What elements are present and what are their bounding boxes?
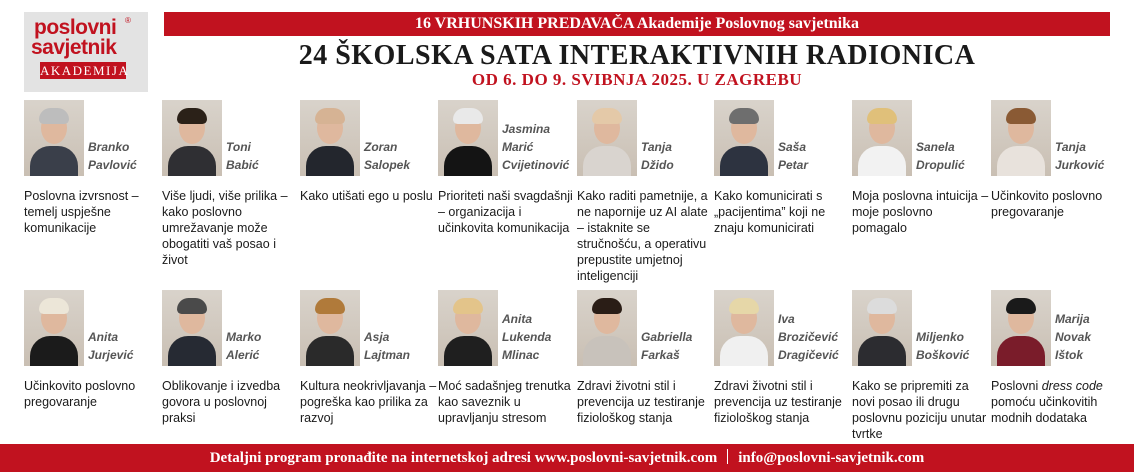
speaker-photo	[852, 100, 912, 176]
speaker-card	[438, 290, 576, 470]
speaker-name-part: Brozičević	[778, 330, 839, 344]
speaker-photo-body	[30, 336, 78, 366]
speaker-photo	[24, 100, 84, 176]
footer-divider	[727, 449, 728, 464]
speaker-card	[991, 100, 1129, 280]
speaker-photo-body	[583, 336, 631, 366]
speaker-name-part: Jasmina	[502, 122, 551, 136]
speaker-photo-hair	[867, 108, 897, 124]
speaker-name-part: Cvijetinović	[502, 158, 570, 172]
speaker-photo	[162, 100, 222, 176]
speaker-photo-hair	[39, 298, 69, 314]
speaker-photo-body	[858, 336, 906, 366]
speaker-card	[852, 100, 990, 280]
speaker-name-part: Asja	[364, 330, 390, 344]
speaker-name-part: Mlinac	[502, 348, 540, 362]
speaker-name-part: Bošković	[916, 348, 970, 362]
speaker-card	[714, 290, 852, 470]
speaker-topic: Poslovna izvrsnost – temelj uspješne komunikacije	[24, 189, 139, 235]
speaker-card	[577, 290, 715, 470]
logo-akademija: AKADEMIJA	[40, 63, 130, 78]
speaker-topic: Moja poslovna intuicija – moje poslovno pomagalo	[852, 189, 989, 235]
speaker-name-part: Alerić	[226, 348, 260, 362]
speaker-name	[641, 328, 692, 364]
speaker-topic: Zdravi životni stil i prevencija uz testiranje fiziološkog stanja	[714, 379, 842, 425]
logo-text-line1: poslovni	[34, 16, 117, 39]
speaker-photo-body	[306, 336, 354, 366]
speaker-topic: Kako raditi pametnije, a ne napornije uz AI alate – istaknite se stručnošću, a operativu prepustite umjetnoj inteligenciji	[577, 189, 708, 283]
speaker-topic-part: dress code	[1041, 379, 1103, 393]
speaker-name-part: Lajtman	[364, 348, 411, 362]
speaker-name-part: Jurjević	[88, 348, 134, 362]
speaker-name-part: Iva	[778, 312, 795, 326]
speaker-topic: Oblikovanje i izvedba govora u poslovnoj praksi	[162, 379, 281, 425]
speaker-name-part: Dropulić	[916, 158, 965, 172]
speaker-card	[162, 290, 300, 470]
speaker-name	[641, 138, 674, 174]
speaker-name-part: Dragičević	[778, 348, 839, 362]
speaker-name-part: Tanja	[1055, 140, 1086, 154]
speaker-name	[88, 328, 133, 364]
speaker-name-part: Ištok	[1055, 348, 1084, 362]
speaker-photo	[714, 100, 774, 176]
speaker-photo-hair	[315, 298, 345, 314]
footer-program-link[interactable]: Detaljni program pronađite na internetskoj adresi www.poslovni-savjetnik.com	[209, 450, 718, 466]
speaker-photo-body	[997, 146, 1045, 176]
speaker-name	[916, 328, 969, 364]
speaker-name-part: Marko	[226, 330, 262, 344]
speaker-name	[1055, 310, 1091, 364]
speaker-name-part: Jurković	[1055, 158, 1105, 172]
speaker-name-part: Saša	[778, 140, 807, 154]
speaker-name-part: Toni	[226, 140, 251, 154]
speaker-photo-body	[858, 146, 906, 176]
speaker-photo-body	[306, 146, 354, 176]
speaker-topic: Učinkovito poslovno pregovaranje	[991, 189, 1103, 219]
speaker-card	[24, 290, 162, 470]
speaker-topic-part: Poslovni	[991, 379, 1042, 393]
speaker-photo	[852, 290, 912, 366]
speaker-topic: Učinkovito poslovno pregovaranje	[24, 379, 136, 409]
speaker-photo-hair	[729, 298, 759, 314]
speaker-card	[162, 100, 300, 280]
speaker-name-part: Gabriella	[641, 330, 693, 344]
speaker-name-part: Anita	[502, 312, 532, 326]
speaker-name	[364, 328, 410, 364]
speaker-card	[714, 100, 852, 280]
speaker-photo-hair	[729, 108, 759, 124]
logo	[24, 12, 148, 92]
speaker-name-part: Novak	[1055, 330, 1092, 344]
speaker-name-part: Sanela	[916, 140, 955, 154]
speaker-photo-hair	[1006, 298, 1036, 314]
speaker-card	[991, 290, 1129, 470]
speaker-photo-hair	[39, 108, 69, 124]
speaker-card	[24, 100, 162, 280]
speaker-topic: Kako komunicirati s „pacijentima” koji ne znaju komunicirati	[714, 189, 826, 235]
speaker-name-part: Salopek	[364, 158, 411, 172]
speaker-topic: Zdravi životni stil i prevencija uz testiranje fiziološkog stanja	[577, 379, 705, 425]
speaker-name	[778, 138, 808, 174]
speaker-name-part: Babić	[226, 158, 259, 172]
speaker-topic: Kultura neokrivljavanja – pogreška kao prilika za razvoj	[300, 379, 437, 425]
speaker-photo	[300, 290, 360, 366]
speaker-photo-body	[444, 336, 492, 366]
speaker-photo	[438, 290, 498, 366]
speaker-card	[300, 290, 438, 470]
speaker-photo	[991, 100, 1051, 176]
speaker-photo-hair	[315, 108, 345, 124]
speaker-photo-hair	[177, 298, 207, 314]
speaker-topic-part: pomoću učinkovitih modnih dodataka	[991, 395, 1098, 425]
speaker-photo-body	[168, 336, 216, 366]
speaker-name-part: Anita	[88, 330, 118, 344]
footer-email-link[interactable]: info@poslovni-savjetnik.com	[738, 450, 925, 466]
speaker-name-part: Farkaš	[641, 348, 680, 362]
logo-text-line2: savjetnik	[31, 36, 117, 59]
speaker-name	[1055, 138, 1104, 174]
speaker-photo-body	[720, 336, 768, 366]
speaker-name	[916, 138, 965, 174]
speaker-name	[226, 138, 259, 174]
speaker-card	[438, 100, 576, 280]
speaker-photo-body	[168, 146, 216, 176]
speaker-photo-hair	[1006, 108, 1036, 124]
speaker-topic	[991, 378, 1129, 426]
speaker-card	[852, 290, 990, 470]
speaker-name-part: Branko	[88, 140, 130, 154]
speaker-name-part: Petar	[778, 158, 809, 172]
speaker-photo	[714, 290, 774, 366]
speaker-name	[778, 310, 839, 364]
speaker-topic: Kako utišati ego u poslu	[300, 189, 433, 203]
speaker-name-part: Tanja	[641, 140, 672, 154]
speaker-topic: Prioriteti naši svagdašnji – organizacija i učinkovita komunikacija	[438, 189, 573, 235]
main-title: 24 ŠKOLSKA SATA INTERAKTIVNIH RADIONICA	[298, 40, 976, 71]
speaker-topic: Više ljudi, više prilika – kako poslovno umrežavanje može obogatiti vaš posao i život	[162, 189, 288, 267]
speaker-photo-hair	[592, 298, 622, 314]
speaker-photo-body	[30, 146, 78, 176]
speaker-card	[577, 100, 715, 283]
speaker-name	[364, 138, 410, 174]
speaker-name	[502, 120, 569, 174]
speaker-photo-hair	[453, 298, 483, 314]
speaker-photo-body	[583, 146, 631, 176]
speaker-photo-hair	[177, 108, 207, 124]
speaker-photo	[162, 290, 222, 366]
speaker-photo-hair	[592, 108, 622, 124]
speaker-photo-body	[997, 336, 1045, 366]
registered-mark: ®	[125, 16, 131, 25]
speaker-name-part: Marić	[502, 140, 534, 154]
speaker-name-part: Marija	[1055, 312, 1090, 326]
speaker-photo	[991, 290, 1051, 366]
speaker-photo-hair	[453, 108, 483, 124]
speaker-topic: Moć sadašnjeg trenutka kao saveznik u upravljanju stresom	[438, 379, 571, 425]
speaker-name	[226, 328, 261, 364]
speaker-photo	[577, 290, 637, 366]
speaker-photo	[300, 100, 360, 176]
event-date: OD 6. DO 9. SVIBNJA 2025. U ZAGREBU	[471, 70, 803, 89]
speaker-name-part: Miljenko	[916, 330, 965, 344]
speaker-photo-hair	[867, 298, 897, 314]
speaker-photo	[577, 100, 637, 176]
speaker-name-part: Pavlović	[88, 158, 137, 172]
speaker-name	[502, 310, 551, 364]
speaker-topic: Kako se pripremiti za novi posao ili drugu poslovnu poziciju unutar tvrtke	[852, 379, 987, 441]
speaker-name-part: Lukenda	[502, 330, 552, 344]
speaker-card	[300, 100, 438, 280]
speaker-photo	[438, 100, 498, 176]
top-banner: 16 VRHUNSKIH PREDAVAČA Akademije Poslovnog savjetnika	[164, 12, 1110, 36]
speaker-name	[88, 138, 137, 174]
speaker-photo-body	[720, 146, 768, 176]
speaker-name-part: Džido	[641, 158, 674, 172]
speaker-name-part: Zoran	[364, 140, 398, 154]
speaker-photo	[24, 290, 84, 366]
speaker-photo-body	[444, 146, 492, 176]
footer-bar	[0, 444, 1134, 472]
